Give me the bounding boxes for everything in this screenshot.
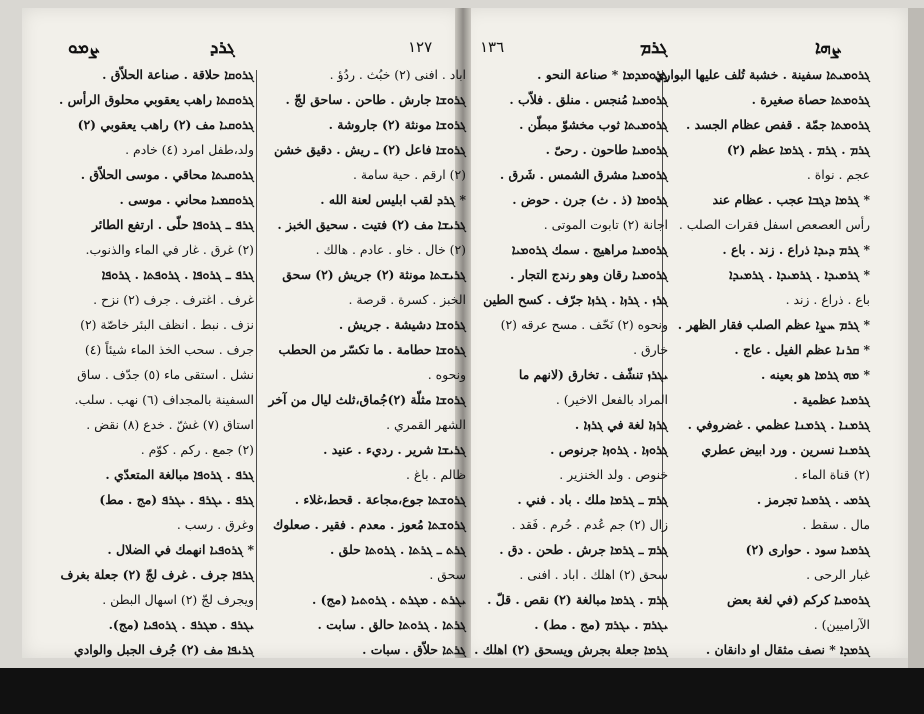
dictionary-entry-line: ܝܓܪܦ . ܡܓܪܦ . ܓܪܘܦܝܐ (مج). (108, 617, 254, 632)
dictionary-entry-line: ܓܪܘܩܝܬܐ محاقي . موسى الحلاّق . (80, 167, 254, 182)
dictionary-entry-line: ܓܪܡܝ . ܓܪܡܝܐ تجرمز . (756, 492, 870, 507)
dictionary-entry-line: ونحوه (٢) نَحّف . مسح عرقه (٢) (500, 317, 668, 332)
dictionary-entry-line: ܓܪܬܐ حلاّق . سبات . (362, 642, 466, 657)
dictionary-entry-line: ܓܪܡ . ܓܪܡܐ مبالغة (٢) نقص . قلّ . (487, 592, 668, 607)
left-column-divider (256, 70, 257, 610)
page-edge (908, 8, 924, 668)
dictionary-entry-line: غبار الرحى . (806, 567, 870, 582)
dictionary-entry-line: ܓܪܦܐ جرف . غرف لجّ (٢) جعلة بغرف (60, 567, 254, 582)
left-page-column-inner (262, 62, 466, 657)
dictionary-entry-line: ܓܪܘܡܝܬܐ ثوب مخشوّ مبطّن . (519, 117, 668, 132)
dictionary-entry-line: ܓܪܘܡܝܐ كركم (في لغة بعض (726, 592, 870, 607)
right-page-column-outer (654, 62, 870, 657)
dictionary-entry-line: * ܓܪܕ لقب ابليس لعنة الله . (320, 192, 466, 207)
dictionary-entry-line: ܝܓܪܡ . ܝܓܪܡ (مج . مط) . (534, 617, 668, 632)
dictionary-entry-line: ܓܪܘܫܐ مونثة (٢) جاروشة . (328, 117, 466, 132)
dictionary-entry-line: (٢) جمع . ركم . كوّم . (140, 442, 254, 457)
dictionary-entry-line: ܝܓܪܙ تنشّف . تخارق (لانهم ما (518, 367, 668, 382)
dictionary-entry-line: ܓܪܡ ـ ܓܪܡܐ جرش . طحن . دق . (499, 542, 668, 557)
dictionary-entry-line: مال . سقط . (802, 517, 870, 532)
dictionary-entry-line: ܓܪܬܐ . ܓܪܘܬܐ حالق . سابت . (317, 617, 466, 632)
left-page-number: ١٢٧ (408, 38, 433, 56)
dictionary-entry-line: * ܩܪܢܐ عظم الفيل . عاج . (734, 342, 870, 357)
dictionary-entry-line: ܓܪܘܫܐ دشيشة . جريش . (338, 317, 466, 332)
dictionary-entry-line: جرف . سحب الخذ الماء شيئاً (٤) (84, 342, 254, 357)
dictionary-entry-line: اجانة (٢) تابوت الموتى . (543, 217, 668, 232)
dictionary-entry-line: ܓܪܡ . ܓܪܡ . ܓܪܡܐ عظم (٢) (726, 142, 870, 157)
dictionary-entry-line: ܓܪܦ ـ ܓܪܘܦܐ . ܓܪܘܦܬܐ . ܓܪܘܦܐ (101, 267, 254, 282)
dictionary-entry-line: استاق (٧) غشّ . خدع (٨) نقض . (86, 417, 254, 432)
left-page-column-outer (50, 62, 254, 657)
dictionary-entry-line: ܓܪܦ . ܓܪܘܦܐ مبالغة المتعدّي . (105, 467, 254, 482)
dictionary-entry-line: * ܓܪܡܝܕܐ . ܓܪܡܝܕܐ . ܓܪܡܝܕܐ (729, 267, 870, 282)
dictionary-entry-line: ܓܪܘܙܐ . ܓܪܘܙܐ جرنوص . (550, 442, 668, 457)
dictionary-entry-line: ܓܪܘܡܝܐ مشرق الشمس . شَرق . (499, 167, 668, 182)
dictionary-entry-line: ܝܓܪܬ . ܡܓܪܬ . ܓܪܘܬܝܐ (مج) . (311, 592, 466, 607)
dictionary-entry-line: * ܓܪܡܐ ܕܓܒܐ عجب . عظام عند (712, 192, 870, 207)
dictionary-entry-line: ܓܪܙ . ܓܪܙܐ . ܓܪܙܐ جرّف . كسح الطين (483, 292, 668, 307)
dictionary-entry-line: ܓܪܙܐ لغة في ܓܪܙܐ . (574, 417, 668, 432)
right-header-word: ܓܪܡ (640, 38, 668, 58)
dictionary-entry-line: ܓܪܝܦܐ مف (٢) جُرف الجبل والوادي (74, 642, 254, 657)
dictionary-entry-line: ܓܪܘܡܬܐ حصاة صغيرة . (751, 92, 870, 107)
dictionary-entry-line: ܓܪܘܩܐ حلاقة . صناعة الحلاّق . (102, 67, 254, 82)
dictionary-entry-line: ܓܪܘܫܐ جارش . طاحن . ساحق لجّ . (285, 92, 466, 107)
left-header-word: ܓܪܕ (210, 38, 236, 58)
dictionary-entry-line: ܓܪܝܫܐ شرير . رديء . عنيد . (323, 442, 466, 457)
dictionary-entry-line: ܓܪܘܩܬܐ راهب يعقوبي محلوق الرأس . (59, 92, 254, 107)
dictionary-entry-line: الشهر القمري . (386, 417, 466, 432)
dictionary-entry-line: ܓܪܘܡܝܐ رقان وهو رندج التجار . (509, 267, 668, 282)
right-page-number: ١٣٦ (480, 38, 505, 56)
dictionary-entry-line: (٢) قناة الماء . (793, 467, 870, 482)
dictionary-entry-line: * ܓܪܡ ܚܨܐ عظم الصلب فقار الظهر . (677, 317, 870, 332)
dictionary-entry-line: ولد،طفل امرد (٤) خادم . (125, 142, 254, 157)
dictionary-entry-line: ܓܪܬ ـ ܓܪܬܐ . ܓܪܘܬܐ حلق . (330, 542, 466, 557)
dictionary-entry-line: الآراميين) . (813, 617, 870, 632)
dictionary-entry-line: خنوص . ولد الخنزير . (559, 467, 668, 482)
dictionary-entry-line: ܓܪܡ ـ ܓܪܡܐ ملك . باد . فني . (517, 492, 668, 507)
dictionary-entry-line: زال (٢) جم عُدم . حُرم . فَقد . (511, 517, 668, 532)
dictionary-entry-line: ܓܪܘܡܬܐ جمّة . قفص عظام الجسد . (685, 117, 870, 132)
dictionary-entry-line: * ܓܪܡ ܕܝܕܐ ذراع . زند . باع . (722, 242, 870, 257)
dictionary-entry-line: ܓܪܘܡܝܐ مراهيج . سمك ܓܪܘܡܝܐ (511, 242, 668, 257)
dictionary-entry-line: ܓܪܘܫܐ مثلّة (٢)جُماق،ثلث ليال من آخر (268, 392, 466, 407)
dictionary-entry-line: نزف . نبط . انظف البئر خاصّة (٢) (80, 317, 254, 332)
scan-bottom-band (0, 668, 924, 714)
dictionary-entry-line: غرف . اغترف . جرف (٢) نزح . (93, 292, 254, 307)
dictionary-entry-line: سحق . (429, 567, 466, 582)
dictionary-entry-line: ܓܪܘܫܐ حطامة . ما تكسّر من الحطب (278, 342, 466, 357)
right-page-column-inner (464, 62, 668, 657)
dictionary-entry-line: * ܡܗ ܓܪܡܐ هو بعينه . (761, 367, 870, 382)
dictionary-entry-line: ܓܪܡܐ جعلة بجرش ويسحق (٢) اهلك . (474, 642, 668, 657)
dictionary-entry-line: ܓܪܘܩܡܝܐ محاني . موسى . (119, 192, 254, 207)
dictionary-entry-line: وغرق . رسب . (176, 517, 254, 532)
dictionary-entry-line: (٢) خال . خاو . عادم . هالك . (315, 242, 466, 257)
dictionary-entry-line: ܓܪܘܡܝܐ طاحون . رحىّ . (545, 142, 668, 157)
dictionary-entry-line: سحق (٢) اهلك . اباد . افنى . (519, 567, 668, 582)
dictionary-entry-line: ܓܪܘܡܕܡܐ * صناعة النحو . (537, 67, 668, 82)
dictionary-entry-line: رأس العصعص اسفل فقرات الصلب . (678, 217, 870, 232)
dictionary-entry-line: ܓܪܡܕܐ * نصف مثقال او دانقان . (705, 642, 870, 657)
dictionary-entry-line: ظالم . باغ . (406, 467, 466, 482)
dictionary-entry-line: نشل . استقى ماء (٥) جدّف . ساق (77, 367, 254, 382)
dictionary-entry-line: ܓܪܘܫܬܐ مُعوز . معدم . فقير . صعلوك (273, 517, 466, 532)
left-folio: ܨܡܘ (68, 38, 100, 58)
dictionary-entry-line: ܓܪܝܫܬܐ مونثة (٢) جريش (٢) سحق (282, 267, 466, 282)
dictionary-entry-line: باع . ذراع . زند . (785, 292, 870, 307)
dictionary-entry-line: ܓܪܡܝܐ عظمية . (793, 392, 870, 407)
dictionary-entry-line: ܓܪܘܩܝܐ مف (٢) راهب يعقوبي (٢) (77, 117, 254, 132)
dictionary-entry-line: اباد . افنى (٢) خبُث . ردُؤ . (329, 67, 466, 82)
dictionary-entry-line: خارق . (633, 342, 668, 357)
dictionary-entry-line: ܓܪܦ . ܝܓܪܦ . ܝܓܪܦ (مج . مط) (99, 492, 254, 507)
dictionary-entry-line: (٢) ارقم . حية سامة . (353, 167, 466, 182)
dictionary-entry-line: ܓܪܡܢܐ نسرين . ورد ابيض عطري (701, 442, 870, 457)
dictionary-entry-line: ܓܪܘܡܝܬܐ سفينة . خشبة تُلف عليها البواري (654, 67, 870, 82)
dictionary-entry-line: * ܓܪܘܦܝܐ انهمك في الضلال . (107, 542, 254, 557)
right-folio: ܨܗܐ (815, 38, 840, 58)
dictionary-entry-line: ܓܪܡܝܐ سود . حوارى (٢) (745, 542, 870, 557)
dictionary-entry-line: ܓܪܦ ـ ܓܪܘܦܐ حلّى . ارتفع الطائر (91, 217, 254, 232)
dictionary-entry-line: ܓܪܘܫܬܐ جوع،مجاعة . قحط،غلاء . (294, 492, 466, 507)
dictionary-entry-line: عجم . نواة . (806, 167, 870, 182)
dictionary-entry-line: (٢) غرق . غار في الماء والذنوب. (85, 242, 254, 257)
dictionary-entry-line: ܓܪܘܡܝܐ مُنجس . منلق . فلاّب . (509, 92, 668, 107)
dictionary-entry-line: ܓܪܡܢܐ . ܓܪܡܢܐ عظمي . غضروفي . (687, 417, 870, 432)
dictionary-entry-line: ܓܪܝܫܐ مف (٢) فتيت . سحيق الخبز . (277, 217, 466, 232)
dictionary-entry-line: المراد بالفعل الاخير) . (555, 392, 668, 407)
dictionary-entry-line: السفينة بالمجداف (٦) نهب . سلب. (74, 392, 254, 407)
dictionary-entry-line: الخبز . كسرة . قرصة . (348, 292, 466, 307)
dictionary-entry-line: ونحوه . (427, 367, 466, 382)
dictionary-entry-line: ܓܪܘܫܐ فاعل (٢) ـ ريش . دقيق خشن (273, 142, 466, 157)
dictionary-entry-line: ܓܪܘܡܐ (ذ . ث) جرن . حوض . (512, 192, 668, 207)
dictionary-entry-line: ويجرف لجّ (٢) اسهال البطن . (102, 592, 254, 607)
